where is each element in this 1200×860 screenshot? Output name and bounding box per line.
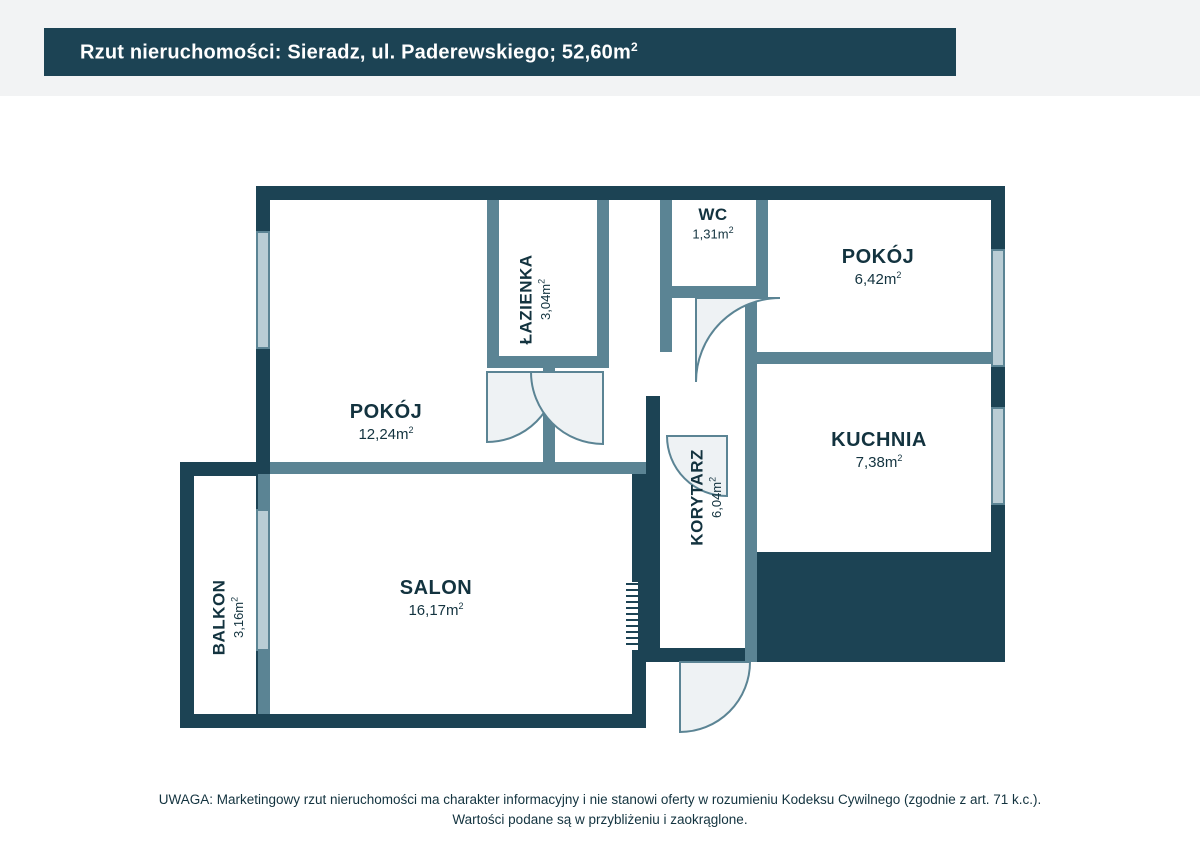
footer-line-2: Wartości podane są w przybliżeniu i zaokrąglone.	[452, 812, 748, 828]
wall-lazienka-niche	[597, 272, 609, 284]
page-title: Rzut nieruchomości: Sieradz, ul. Paderewskiego; $52,60m^2$	[80, 39, 638, 64]
room-name: KUCHNIA	[831, 429, 927, 451]
wall-lazienka-bottom	[487, 356, 609, 368]
wall-top	[256, 186, 1005, 200]
wall-inner-pokoj-salon	[270, 462, 646, 474]
room-area: $3,16m^2$	[229, 596, 247, 638]
room-area: $12,24m^2$	[358, 425, 414, 443]
room-name: WC	[698, 205, 728, 224]
footer-line-1: UWAGA: Marketingowy rzut nieruchomości ma charakter informacyjny i nie stanowi oferty w rozumieniu Kodeksu Cywilnego (zgodnie z art. 71 k.c.).	[158, 792, 1042, 807]
wall-balcony-left	[180, 462, 194, 728]
room-area: $1,31m^2$	[692, 225, 734, 242]
wall-korytarz-right	[745, 298, 757, 662]
window-kuchnia	[992, 408, 1004, 504]
room-name: ŁAZIENKA	[516, 254, 536, 345]
room-area: $6,42m^2$	[854, 270, 902, 288]
floor-plan-svg	[0, 96, 1200, 786]
filled-area-bottom-right	[757, 552, 1005, 662]
room-name: SALON	[399, 577, 473, 599]
opening-hatch-salon	[626, 582, 638, 650]
wall-wc-left	[660, 200, 672, 352]
room-name: POKÓJ	[349, 401, 423, 423]
wall-balcony-bottom	[180, 714, 270, 728]
room-name: POKÓJ	[841, 246, 915, 268]
room-area: $7,38m^2$	[855, 453, 903, 471]
room-area: $16,17m^2$	[408, 601, 464, 619]
wall-wc-right	[756, 200, 768, 298]
door-korytarz-kuchnia	[667, 436, 727, 496]
room-area: $3,04m^2$	[536, 278, 554, 320]
room-name: BALKON	[209, 579, 229, 656]
window-pokoj-right	[992, 250, 1004, 366]
wall-pokoj-kuchnia	[757, 352, 991, 364]
wall-wc-bottom	[660, 286, 756, 298]
footer-disclaimer	[0, 790, 1200, 831]
door-entrance	[680, 662, 750, 732]
window-balcony-door	[257, 510, 269, 650]
wall-korytarz-bottom	[646, 648, 757, 662]
wall-bottom-right	[757, 648, 1005, 662]
wall-lazienka-left	[487, 200, 499, 368]
room-name: KORYTARZ	[687, 449, 707, 546]
door-wc	[696, 298, 780, 382]
window-pokoj-left	[257, 232, 269, 348]
room-area: $6,04m^2$	[707, 476, 725, 518]
wall-korytarz-left	[646, 396, 660, 662]
title-bar	[44, 28, 956, 76]
floor-plan	[0, 96, 1200, 786]
wall-balcony-top	[180, 462, 270, 476]
door-hall-pokoj	[531, 372, 603, 444]
